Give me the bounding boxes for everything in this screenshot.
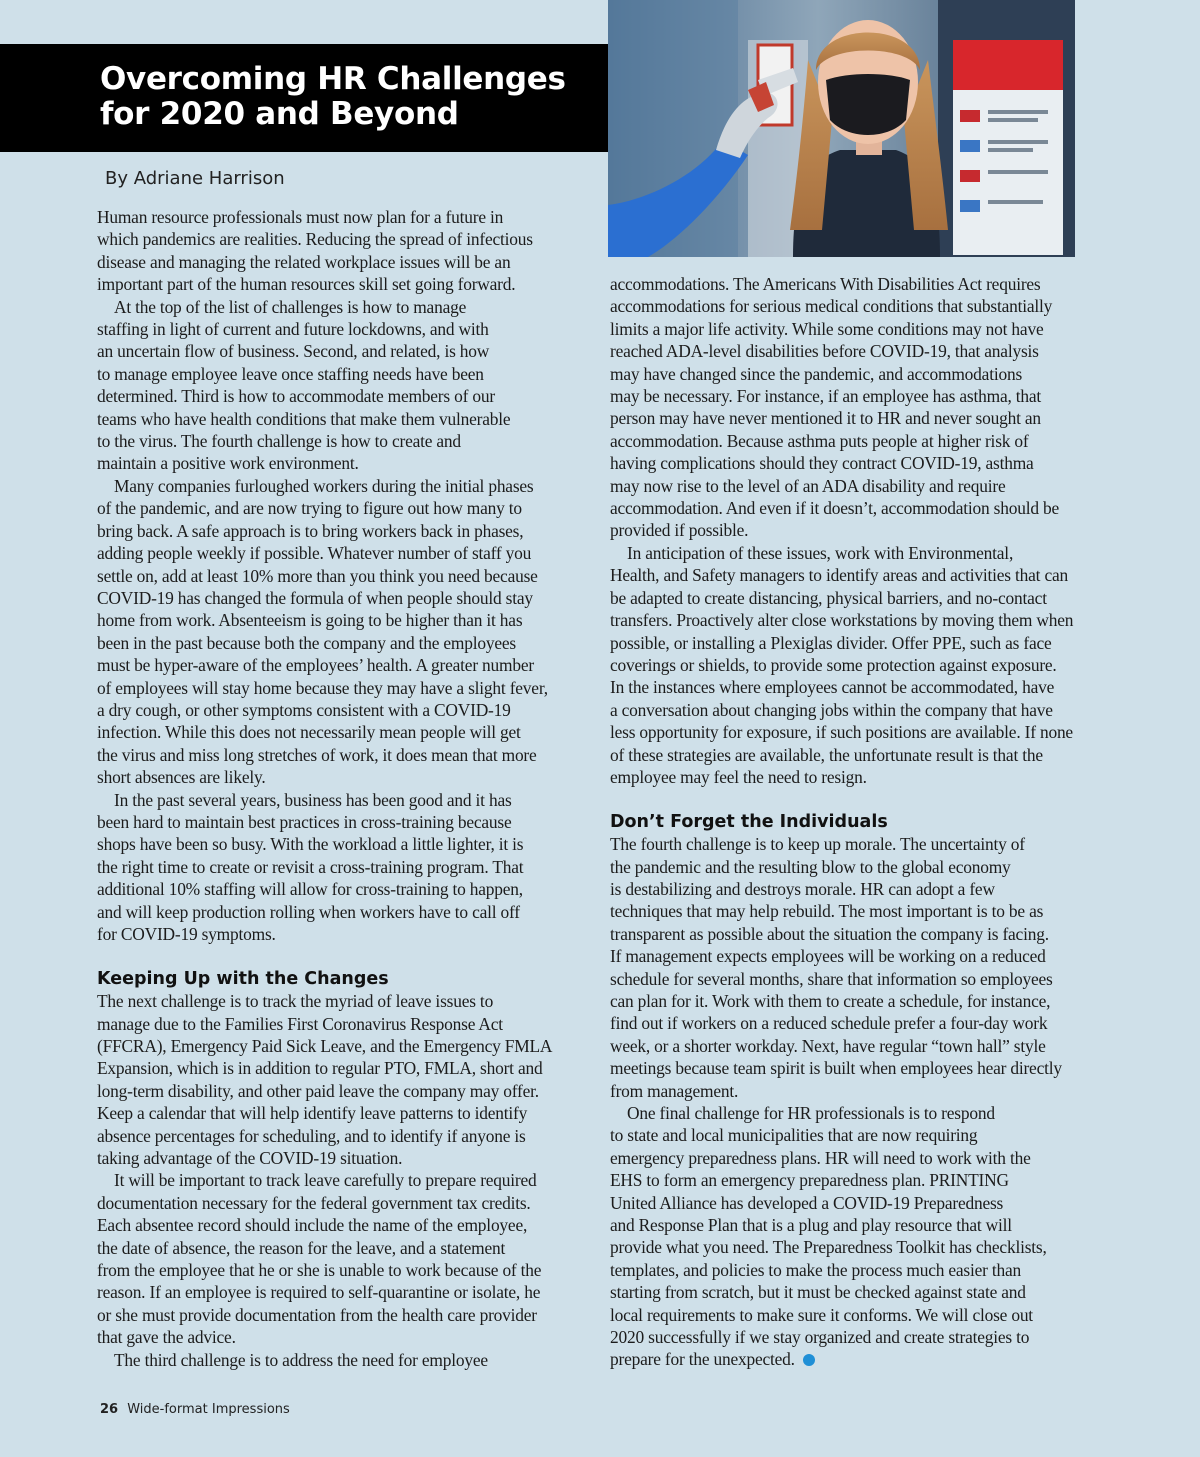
text-line [610,1012,1110,1034]
line-text: accommodations. The Americans With Disabilities Act requires [610,274,1041,294]
text-line [610,564,1110,586]
text-line [610,340,1110,362]
line-text: Many companies furloughed workers during the initial phases [114,475,534,496]
text-line [610,1304,1110,1326]
line-text: accommodation. Because asthma puts people at higher risk of [610,430,1029,451]
line-text: Don’t Forget the Individuals [610,811,888,832]
page-number: 26 [100,1402,119,1417]
line-text: having complications should they contract COVID-19, asthma [610,453,1034,474]
line-text: accommodation. And even if it doesn’t, accommodation should be [610,498,1059,519]
line-text: Health, and Safety managers to identify areas and activities that can [610,565,1068,586]
text-line [97,766,597,788]
line-text: EHS to form an emergency preparedness plan. PRINTING [610,1170,1009,1191]
text-line [610,1259,1110,1281]
line-text: important part of the human resources skill set going forward. [97,274,516,295]
text-line [97,385,597,407]
text-line [610,968,1110,990]
text-line [97,811,597,833]
text-line [610,1080,1110,1102]
line-text: employee may feel the need to resign. [610,766,867,787]
line-text: to the virus. The fourth challenge is how to create and [97,431,461,452]
line-text: and will keep production rolling when workers have to call off [97,901,520,922]
text-line [610,1348,1110,1370]
line-text: home from work. Absenteeism is going to be higher than it has [97,610,523,631]
line-text: The next challenge is to track the myriad of leave issues to [97,991,494,1012]
text-line [97,1326,597,1348]
line-text: Expansion, which is in addition to regular PTO, FMLA, short and [97,1058,543,1079]
text-line [97,363,597,385]
text-line [610,318,1110,340]
line-text: a conversation about changing jobs within the company that have [610,699,1053,720]
line-text: is destabilizing and destroys morale. HR can adopt a few [610,878,995,899]
text-line [610,363,1110,385]
line-text: an uncertain flow of business. Second, and related, is how [97,341,490,362]
text-line [610,1326,1110,1348]
line-text: At the top of the list of challenges is how to manage [114,296,467,317]
text-line [610,1057,1110,1079]
text-line [97,856,597,878]
line-text: In the past several years, business has been good and it has [114,789,512,810]
text-line [97,699,597,721]
text-line [610,609,1110,631]
line-text: provide what you need. The Preparedness Toolkit has checklists, [610,1237,1047,1258]
text-line [97,206,597,228]
text-line [610,1192,1110,1214]
line-text: or she must provide documentation from the health care provider [97,1304,537,1325]
line-text: which pandemics are realities. Reducing the spread of infectious [97,229,533,250]
line-text: a dry cough, or other symptoms consistent with a COVID-19 [97,699,511,720]
text-line [97,923,597,945]
line-text: COVID-19 has changed the formula of when people should stay [97,587,533,608]
end-mark-icon [803,1354,815,1366]
text-line [97,1035,597,1057]
line-text: provided if possible. [610,520,749,541]
text-line [610,542,1110,564]
text-line [97,565,597,587]
text-line [97,228,597,250]
line-text: coverings or shields, to provide some protection against exposure. [610,654,1057,675]
text-line [97,901,597,923]
line-text: One final challenge for HR professionals is to respond [627,1103,995,1124]
text-line [610,519,1110,541]
line-text: from management. [610,1080,739,1101]
line-text: that gave the advice. [97,1327,236,1348]
line-text: Keeping Up with the Changes [97,968,389,989]
line-text: documentation necessary for the federal government tax credits. [97,1192,531,1213]
line-text: bring back. A safe approach is to bring workers back in phases, [97,520,524,541]
text-line [97,497,597,519]
text-line [610,990,1110,1012]
text-line [97,475,597,497]
line-text: absence percentages for scheduling, and to identify if anyone is [97,1125,526,1146]
line-text: disease and managing the related workplace issues will be an [97,251,511,272]
text-line [97,430,597,452]
section-gap [97,945,597,967]
text-line [97,833,597,855]
text-line [610,1102,1110,1124]
text-line [610,744,1110,766]
line-text: The fourth challenge is to keep up morale. The uncertainty of [610,834,1025,855]
article-title [100,62,600,132]
line-text: of the pandemic, and are now trying to figure out how many to [97,498,522,519]
line-text: long-term disability, and other paid leave the company may offer. [97,1080,539,1101]
title-line-2: for 2020 and Beyond [100,96,459,132]
text-line [610,587,1110,609]
line-text: If management expects employees will be working on a reduced [610,946,1046,967]
text-line [610,699,1110,721]
line-text: determined. Third is how to accommodate members of our [97,386,495,407]
text-line [610,452,1110,474]
text-line [610,295,1110,317]
text-line [97,1125,597,1147]
text-line [610,1236,1110,1258]
line-text: of employees will stay home because they may have a slight fever, [97,677,548,698]
line-text: adding people weekly if possible. Whatever number of staff you [97,543,532,564]
line-text: The third challenge is to address the need for employee [114,1349,488,1370]
text-line [97,632,597,654]
line-text: the virus and miss long stretches of work, it does mean that more [97,744,537,765]
line-text: taking advantage of the COVID-19 situation. [97,1148,403,1169]
text-line [610,676,1110,698]
line-text: been in the past because both the company and the employees [97,632,516,653]
line-text: must be hyper-aware of the employees’ health. A greater number [97,655,534,676]
text-line [97,520,597,542]
line-text: the pandemic and the resulting blow to the global economy [610,856,1011,877]
text-line [97,744,597,766]
text-line [97,1102,597,1124]
text-line [610,430,1110,452]
page-footer [100,1402,290,1417]
line-text: to manage employee leave once staffing needs have been [97,363,484,384]
text-line [97,1057,597,1079]
line-text: manage due to the Families First Coronavirus Response Act [97,1013,503,1034]
text-line [610,475,1110,497]
text-line [610,721,1110,743]
line-text: the right time to create or revisit a cross-training program. That [97,856,524,877]
line-text: infection. While this does not necessarily mean people will get [97,722,521,743]
text-line [610,923,1110,945]
line-text: been hard to maintain best practices in cross-training because [97,811,512,832]
line-text: meetings because team spirit is built when employees hear directly [610,1058,1062,1079]
line-text: United Alliance has developed a COVID-19 Preparedness [610,1192,1004,1213]
line-text: from the employee that he or she is unable to work because of the [97,1260,542,1281]
line-text: Keep a calendar that will help identify leave patterns to identify [97,1103,528,1124]
line-text: 2020 successfully if we stay organized and create strategies to [610,1327,1030,1348]
line-text: additional 10% staffing will allow for cross-training to happen, [97,879,523,900]
text-line [97,1080,597,1102]
text-line [97,408,597,430]
line-text: of these strategies are available, the unfortunate result is that the [610,744,1043,765]
text-line [610,945,1110,967]
line-text: settle on, add at least 10% more than you think you need because [97,565,538,586]
line-text: and Response Plan that is a plug and play resource that will [610,1215,1012,1236]
text-line [610,1035,1110,1057]
line-text: can plan for it. Work with them to create a schedule, for instance, [610,990,1051,1011]
text-line [97,677,597,699]
text-line [97,296,597,318]
line-text: find out if workers on a reduced schedule prefer a four-day work [610,1013,1048,1034]
text-line [97,1192,597,1214]
text-line [97,654,597,676]
line-text: for COVID-19 symptoms. [97,924,276,944]
text-line [97,340,597,362]
line-text: week, or a shorter workday. Next, have regular “town hall” style [610,1035,1046,1056]
text-line [610,385,1110,407]
text-line [97,1349,597,1371]
text-line [97,721,597,743]
line-text: to state and local municipalities that are now requiring [610,1125,978,1146]
left-column [97,206,597,1371]
text-line [97,542,597,564]
text-line [97,1214,597,1236]
line-text: the date of absence, the reason for the leave, and a statement [97,1237,506,1258]
line-text: maintain a positive work environment. [97,453,359,474]
text-line [97,1304,597,1326]
text-line [610,766,1110,788]
text-line [97,273,597,295]
text-line [610,1214,1110,1236]
line-text: teams who have health conditions that make them vulnerable [97,408,511,429]
text-line [610,1169,1110,1191]
text-line [610,273,1110,295]
text-line [610,1124,1110,1146]
line-text: transparent as possible about the situation the company is facing. [610,923,1049,944]
line-text: Human resource professionals must now plan for a future in [97,207,504,227]
line-text: accommodations for serious medical conditions that substantially [610,296,1053,317]
text-line [97,1169,597,1191]
text-line [97,990,597,1012]
text-line [97,878,597,900]
text-line [97,609,597,631]
text-line [610,1147,1110,1169]
line-text: be adapted to create distancing, physical barriers, and no-contact [610,587,1047,608]
line-text: may now rise to the level of an ADA disability and require [610,475,1006,496]
line-text: possible, or installing a Plexiglas divider. Offer PPE, such as face [610,632,1052,653]
line-text: may have changed since the pandemic, and accommodations [610,363,1023,384]
text-line [97,1281,597,1303]
section-heading [610,811,1110,833]
line-text: shops have been so busy. With the workload a little lighter, it is [97,834,524,855]
text-line [97,318,597,340]
text-line [610,833,1110,855]
line-text: (FFCRA), Emergency Paid Sick Leave, and the Emergency FMLA [97,1036,553,1057]
text-line [610,407,1110,429]
line-text: templates, and policies to make the process much easier than [610,1259,1022,1280]
text-line [97,1237,597,1259]
text-line [610,900,1110,922]
line-text: may be necessary. For instance, if an employee has asthma, that [610,386,1042,407]
line-text: prepare for the unexpected. [610,1349,795,1370]
text-line [610,497,1110,519]
text-line [97,789,597,811]
line-text: limits a major life activity. While some conditions may not have [610,318,1044,339]
line-text: techniques that may help rebuild. The most important is to be as [610,901,1044,922]
text-line [610,1281,1110,1303]
publication-name: Wide-format Impressions [127,1402,290,1417]
text-line [610,856,1110,878]
text-line [97,1013,597,1035]
byline: By Adriane Harrison [105,168,285,189]
section-heading [97,968,597,990]
line-text: In anticipation of these issues, work with Environmental, [627,542,1014,563]
line-text: short absences are likely. [97,767,266,788]
text-line [610,632,1110,654]
line-text: less opportunity for exposure, if such positions are available. If none [610,722,1073,743]
line-text: Each absentee record should include the name of the employee, [97,1215,528,1236]
line-text: In the instances where employees cannot be accommodated, have [610,677,1055,698]
article-photo [608,0,1075,257]
text-line [97,251,597,273]
title-line-1: Overcoming HR Challenges [100,61,566,97]
line-text: person may have never mentioned it to HR and never sought an [610,408,1041,429]
text-line [97,452,597,474]
text-line [97,1259,597,1281]
line-text: schedule for several months, share that information so employees [610,968,1053,989]
line-text: starting from scratch, but it must be checked against state and [610,1282,1026,1303]
line-text: It will be important to track leave carefully to prepare required [114,1170,537,1191]
line-text: staffing in light of current and future lockdowns, and with [97,319,489,340]
text-line [610,878,1110,900]
text-line [97,1147,597,1169]
line-text: reached ADA-level disabilities before COVID-19, that analysis [610,341,1039,362]
right-column [610,273,1110,1371]
section-gap [610,788,1110,810]
line-text: local requirements to make sure it conforms. We will close out [610,1304,1033,1325]
text-line [610,654,1110,676]
line-text: transfers. Proactively alter close workstations by moving them when [610,610,1074,631]
text-line [97,587,597,609]
line-text: reason. If an employee is required to self-quarantine or isolate, he [97,1282,541,1303]
line-text: emergency preparedness plans. HR will need to work with the [610,1147,1031,1168]
